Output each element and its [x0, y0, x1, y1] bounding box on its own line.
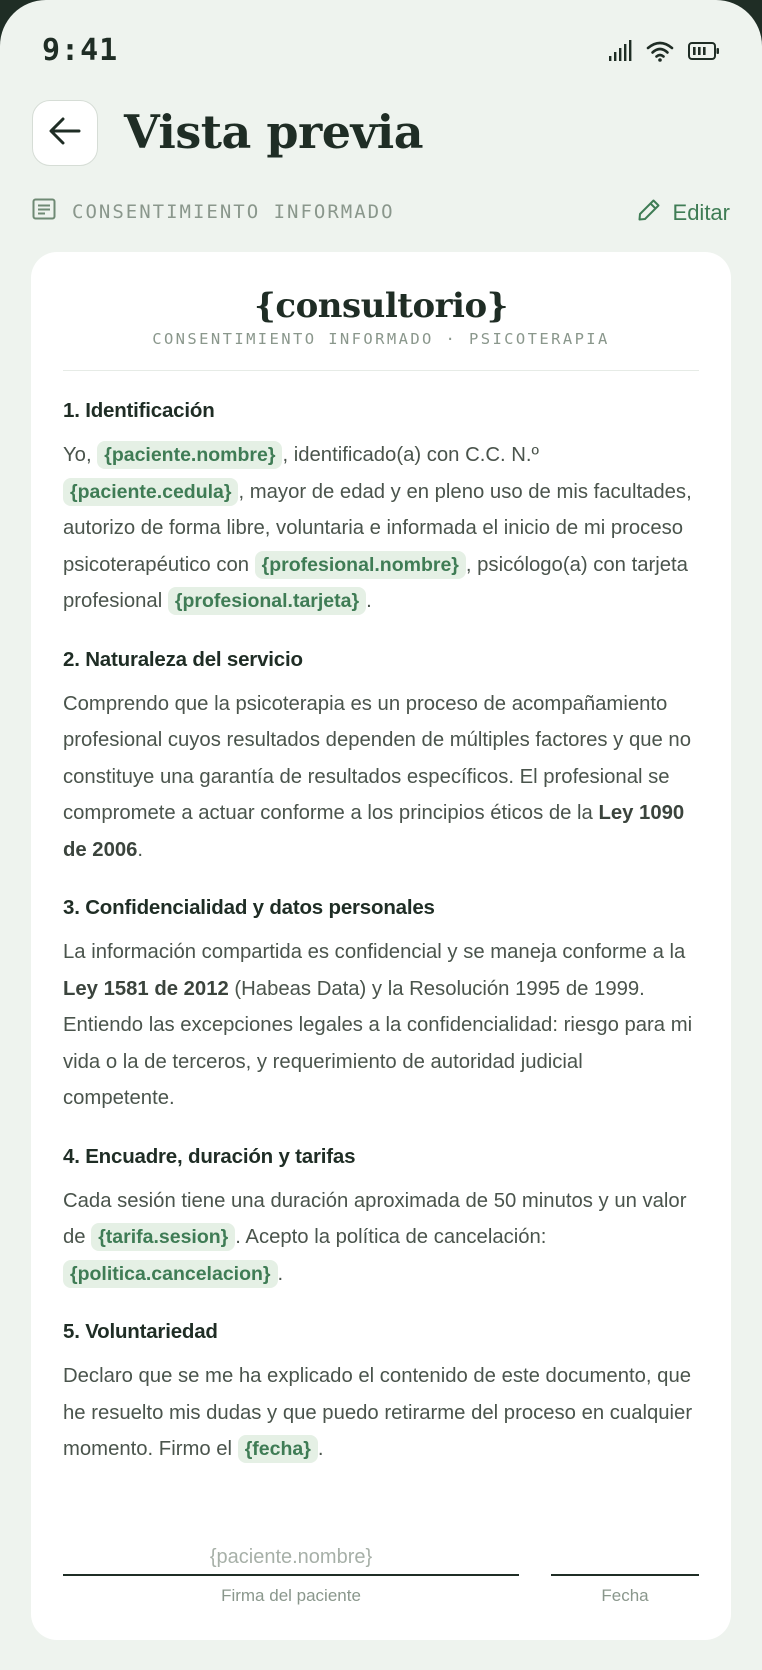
section-body: [63, 1183, 699, 1293]
section-title: 3. Confidencialidad y datos personales: [63, 896, 435, 919]
status-icons: [608, 40, 720, 67]
pencil-icon: [637, 198, 661, 227]
text: Comprendo que la psicoterapia es un proceso de acompañamiento profesional cuyos resultados dependen de múltiples factores y que no constituye una garantía de resultados específicos. El profesional se compromete a actuar conforme a los principios éticos de la: [63, 692, 691, 824]
document-subheading: CONSENTIMIENTO INFORMADO · PSICOTERAPIA: [152, 330, 610, 348]
text: Yo,: [63, 444, 92, 466]
section-title: 5. Voluntariedad: [63, 1320, 218, 1343]
patient-signature-caption: Firma del paciente: [221, 1586, 361, 1605]
patient-signature-field: [63, 1542, 519, 1606]
section-body: [63, 934, 699, 1117]
text: La información compartida es confidencial y se maneja conforme a la: [63, 941, 686, 963]
text: Cada sesión tiene una duración aproximada de 50 minutos y un valor de: [63, 1189, 687, 1248]
document-icon: [32, 198, 56, 225]
status-bar: [0, 0, 762, 104]
text: .: [277, 1262, 284, 1285]
arrow-left-icon: [49, 117, 81, 150]
variable-chip: {tarifa.sesion}: [91, 1223, 235, 1251]
back-button[interactable]: [32, 100, 98, 166]
patient-name-placeholder: {paciente.nombre}: [209, 1546, 373, 1568]
section-title: 2. Naturaleza del servicio: [63, 647, 303, 671]
document-preview-card: [31, 252, 731, 1640]
variable-chip: {politica.cancelacion}: [63, 1260, 278, 1288]
section-body: [63, 1358, 699, 1468]
date-line: [551, 1574, 699, 1576]
text: .: [317, 1438, 324, 1460]
text: , mayor de edad y en pleno uso de mis facultades, autorizo de forma libre, voluntaria e informada el inicio de mi proceso psicoterapéutico con: [63, 480, 692, 576]
page-header: [32, 100, 732, 168]
text: . Acepto la política de cancelación:: [235, 1226, 547, 1248]
document-type: [32, 198, 395, 225]
section-naturaleza: [63, 648, 699, 869]
variable-chip: {fecha}: [238, 1435, 318, 1463]
text: .: [366, 590, 372, 612]
section-encuadre: [63, 1145, 699, 1293]
text: .: [137, 838, 144, 861]
section-voluntariedad: [63, 1320, 699, 1468]
status-time: 9:41: [42, 33, 119, 68]
text: Declaro que se me ha explicado el contenido de este documento, que he resuelto mis dudas y que puedo retirarme del proceso en cualquier momento. Firmo el: [63, 1365, 693, 1460]
variable-chip: {paciente.nombre}: [97, 441, 282, 469]
section-body: [63, 686, 699, 869]
section-body: [63, 437, 699, 620]
document-type-label: CONSENTIMIENTO INFORMADO: [72, 200, 395, 223]
text: , psicólogo(a) con tarjeta profesional: [63, 553, 688, 612]
variable-chip: {profesional.tarjeta}: [168, 587, 366, 615]
law-reference: Ley 1090 de 2006: [63, 802, 685, 861]
signature-line: [63, 1574, 519, 1576]
divider: [63, 370, 699, 371]
date-caption: Fecha: [601, 1586, 649, 1605]
wifi-icon: [646, 40, 674, 67]
edit-label: Editar: [672, 199, 730, 225]
variable-chip: {paciente.cedula}: [63, 478, 238, 506]
page-title: Vista previa: [124, 105, 423, 159]
variable-chip: {profesional.nombre}: [255, 551, 466, 579]
date-placeholder: [551, 1542, 699, 1572]
section-confidencialidad: [63, 896, 699, 1117]
section-title: 1. Identificación: [63, 399, 215, 422]
section-title: 4. Encuadre, duración y tarifas: [63, 1144, 356, 1168]
date-field: [551, 1542, 699, 1606]
edit-button[interactable]: [637, 198, 730, 227]
text: , identificado(a) con C.C. N.º: [282, 444, 539, 466]
law-reference: Ley 1581 de 2012: [63, 977, 229, 1000]
text: (Habeas Data) y la Resolución 1995 de 1999. Entiendo las excepciones legales a la confidencialidad: riesgo para mi vida o la de terceros, y requerimiento de autoridad judicial competente.: [63, 977, 693, 1109]
battery-icon: [688, 41, 720, 66]
section-identificacion: [63, 399, 699, 620]
signature-area: [63, 1542, 699, 1622]
document-heading: {consultorio}: [254, 286, 508, 326]
document-bar: [32, 198, 730, 228]
signal-icon: [608, 40, 632, 67]
document-content: [63, 252, 699, 1468]
